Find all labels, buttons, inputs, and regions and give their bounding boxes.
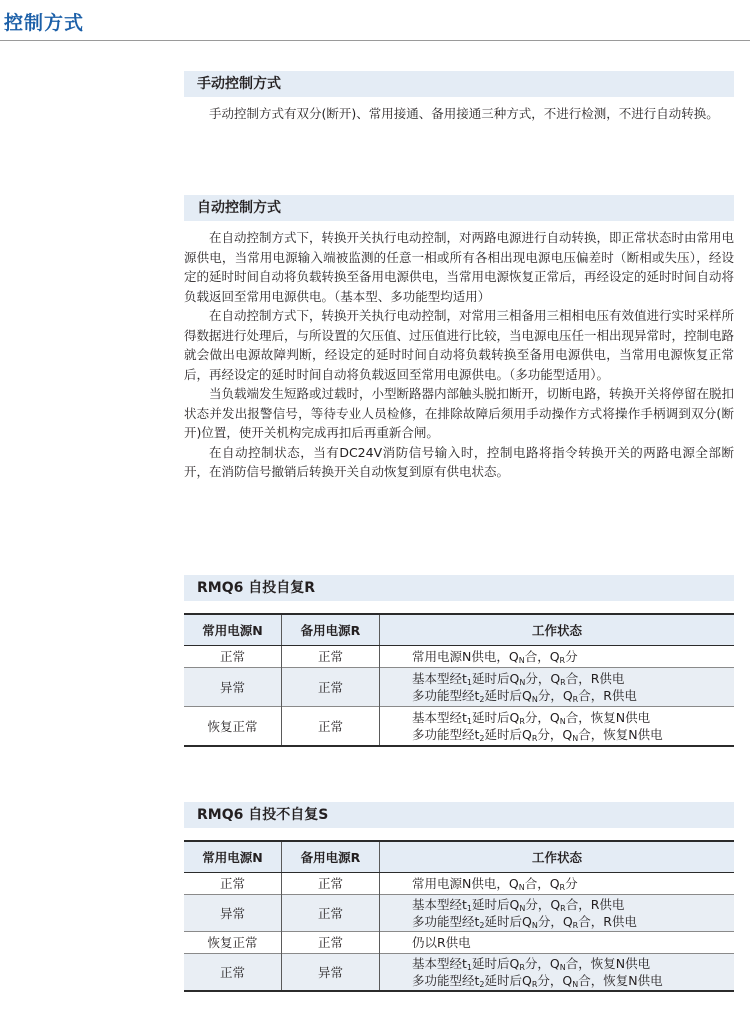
subscript: 2	[479, 921, 485, 930]
auto-paragraph-1: 在自动控制方式下，转换开关执行电动控制，对两路电源进行自动转换，即正常状态时由常用电源供电，当常用电源输入端被监测的任意一相或所有各相出现电源电压偏差时（断相或失压），经设定的延时时间自动将负载转换至备用电源供电，当常用电源恢复正常后，再经设定的延时时间自动将负载返回至常用电源供电。（基本型、多功能型均适用）	[184, 230, 735, 304]
subscript: N	[572, 734, 579, 743]
cell-working-state	[380, 707, 735, 747]
section-heading-rmq6-r: RMQ6 自投自复R	[184, 575, 734, 601]
text-segment: 延时后Q	[472, 897, 520, 912]
text-segment: 分，Q	[525, 897, 561, 912]
text-segment: 基本型经t	[412, 710, 467, 725]
cell-common-source: 异常	[184, 668, 282, 707]
subscript: R	[519, 963, 525, 972]
subscript: N	[559, 963, 566, 972]
status-table-rmq6-s	[184, 840, 734, 992]
header-common-source: 常用电源N	[184, 614, 282, 646]
subscript: 1	[466, 717, 472, 726]
cell-backup-source: 正常	[282, 932, 380, 954]
state-line	[412, 648, 734, 665]
cell-common-source: 正常	[184, 646, 282, 668]
title-divider	[0, 40, 750, 41]
cell-backup-source: 正常	[282, 646, 380, 668]
manual-paragraph: 手动控制方式有双分(断开)、常用接通、备用接通三种方式，不进行检测，不进行自动转换。	[209, 106, 719, 121]
text-segment: 延时后Q	[472, 671, 520, 686]
auto-paragraph-2: 在自动控制方式下，转换开关执行电动控制，对常用三相备用三相相电压有效值进行实时采样所得数据进行处理后，与所设置的欠压值、过压值进行比较，当电源电压任一相出现异常时，控制电路就会做出电源故障判断，经设定的延时时间自动将负载转换至备用电源供电，当常用电源恢复正常后，再经设定的延时时间自动将负载返回至常用电源供电。（多功能型适用）。	[184, 308, 735, 382]
text-segment: 合，R供电	[565, 671, 625, 686]
cell-backup-source: 正常	[282, 707, 380, 747]
subscript: N	[519, 678, 526, 687]
text-segment: 合，Q	[524, 649, 560, 664]
text-segment: 基本型经t	[412, 897, 467, 912]
state-line	[412, 913, 734, 930]
state-line	[412, 972, 734, 989]
header-common-source: 常用电源N	[184, 841, 282, 873]
cell-common-source: 恢复正常	[184, 707, 282, 747]
state-line	[412, 896, 734, 913]
state-line	[412, 670, 734, 687]
table-row	[184, 895, 734, 932]
subscript: R	[531, 734, 538, 743]
text-segment: 合，恢复N供电	[578, 727, 663, 742]
subscript: 1	[466, 678, 472, 687]
subscript: N	[519, 904, 526, 913]
cell-backup-source: 异常	[282, 954, 380, 992]
table-row	[184, 646, 734, 668]
section-heading-manual: 手动控制方式	[184, 71, 734, 97]
state-line	[412, 955, 734, 972]
text-segment: 多功能型经t	[412, 914, 480, 929]
text-segment: 基本型经t	[412, 956, 467, 971]
state-line	[412, 709, 734, 726]
header-working-state: 工作状态	[380, 841, 735, 873]
page-title: 控制方式	[4, 12, 85, 34]
subscript: R	[531, 980, 538, 989]
text-segment: 分，Q	[537, 973, 573, 988]
state-line	[412, 934, 734, 951]
text-segment: 分，Q	[537, 688, 573, 703]
auto-paragraph-4: 在自动控制状态，当有DC24V消防信号输入时，控制电路将指令转换开关的两路电源全部断开，在消防信号撤销后转换开关自动恢复到原有供电状态。	[184, 444, 734, 479]
subscript: N	[531, 921, 538, 930]
text-segment: 延时后Q	[484, 688, 532, 703]
subscript: N	[518, 883, 525, 892]
subscript: 2	[479, 980, 485, 989]
text-segment: 分，Q	[524, 710, 560, 725]
subscript: 2	[479, 695, 485, 704]
subscript: 1	[466, 904, 472, 913]
state-line	[412, 687, 734, 704]
text-segment: 分，Q	[537, 727, 573, 742]
cell-common-source: 正常	[184, 873, 282, 895]
table-row	[184, 954, 734, 992]
text-segment: 分	[565, 876, 578, 891]
subscript: R	[519, 717, 525, 726]
text-segment: 分，Q	[537, 914, 573, 929]
subscript: R	[560, 678, 566, 687]
subscript: R	[559, 656, 566, 665]
text-segment: 多功能型经t	[412, 688, 480, 703]
manual-text	[184, 104, 734, 124]
text-segment: 多功能型经t	[412, 727, 480, 742]
subscript: N	[572, 980, 579, 989]
text-segment: 仍以R供电	[412, 935, 471, 950]
text-segment: 合，恢复N供电	[565, 710, 651, 725]
text-segment: 分，Q	[525, 671, 561, 686]
cell-common-source: 恢复正常	[184, 932, 282, 954]
subscript: 2	[479, 734, 485, 743]
header-working-state: 工作状态	[380, 614, 735, 646]
cell-backup-source: 正常	[282, 873, 380, 895]
cell-common-source: 异常	[184, 895, 282, 932]
text-segment: 合，恢复N供电	[578, 973, 663, 988]
text-segment: 延时后Q	[484, 914, 532, 929]
subscript: N	[531, 695, 538, 704]
text-segment: 分，Q	[524, 956, 560, 971]
subscript: R	[572, 695, 579, 704]
text-segment: 合，R供电	[578, 914, 637, 929]
subscript: N	[518, 656, 525, 665]
cell-backup-source: 正常	[282, 895, 380, 932]
text-segment: 合，恢复N供电	[565, 956, 651, 971]
subscript: N	[559, 717, 566, 726]
state-line	[412, 875, 734, 892]
text-segment: 延时后Q	[484, 973, 532, 988]
auto-paragraph-3: 当负载端发生短路或过载时，小型断路器内部触头脱扣断开，切断电路，转换开关将停留在脱扣状态并发出报警信号，等待专业人员检修，在排除故障后须用手动操作方式将操作手柄调到双分(断开)位置，使开关机构完成再扣后再重新合闸。	[184, 386, 735, 440]
cell-common-source: 正常	[184, 954, 282, 992]
section-heading-auto: 自动控制方式	[184, 195, 734, 221]
subscript: R	[559, 883, 566, 892]
text-segment: 合，R供电	[578, 688, 637, 703]
table-row	[184, 932, 734, 954]
header-backup-source: 备用电源R	[282, 841, 380, 873]
text-segment: 多功能型经t	[412, 973, 480, 988]
text-segment: 基本型经t	[412, 671, 467, 686]
auto-text	[184, 228, 734, 482]
table-row	[184, 873, 734, 895]
text-segment: 合，Q	[524, 876, 560, 891]
text-segment: 延时后Q	[484, 727, 532, 742]
subscript: 1	[466, 963, 472, 972]
subscript: R	[572, 921, 579, 930]
state-line	[412, 726, 734, 743]
text-segment: 延时后Q	[472, 956, 520, 971]
status-table-rmq6-r	[184, 613, 734, 747]
text-segment: 常用电源N供电，Q	[412, 876, 519, 891]
cell-working-state	[380, 873, 735, 895]
cell-working-state	[380, 668, 735, 707]
table-row	[184, 668, 734, 707]
cell-backup-source: 正常	[282, 668, 380, 707]
cell-working-state	[380, 646, 735, 668]
text-segment: 合，R供电	[565, 897, 625, 912]
header-backup-source: 备用电源R	[282, 614, 380, 646]
text-segment: 分	[565, 649, 578, 664]
cell-working-state	[380, 895, 735, 932]
cell-working-state	[380, 932, 735, 954]
table-row	[184, 707, 734, 747]
section-heading-rmq6-s: RMQ6 自投不自复S	[184, 802, 734, 828]
text-segment: 延时后Q	[472, 710, 520, 725]
cell-working-state	[380, 954, 735, 992]
text-segment: 常用电源N供电，Q	[412, 649, 519, 664]
subscript: R	[560, 904, 566, 913]
